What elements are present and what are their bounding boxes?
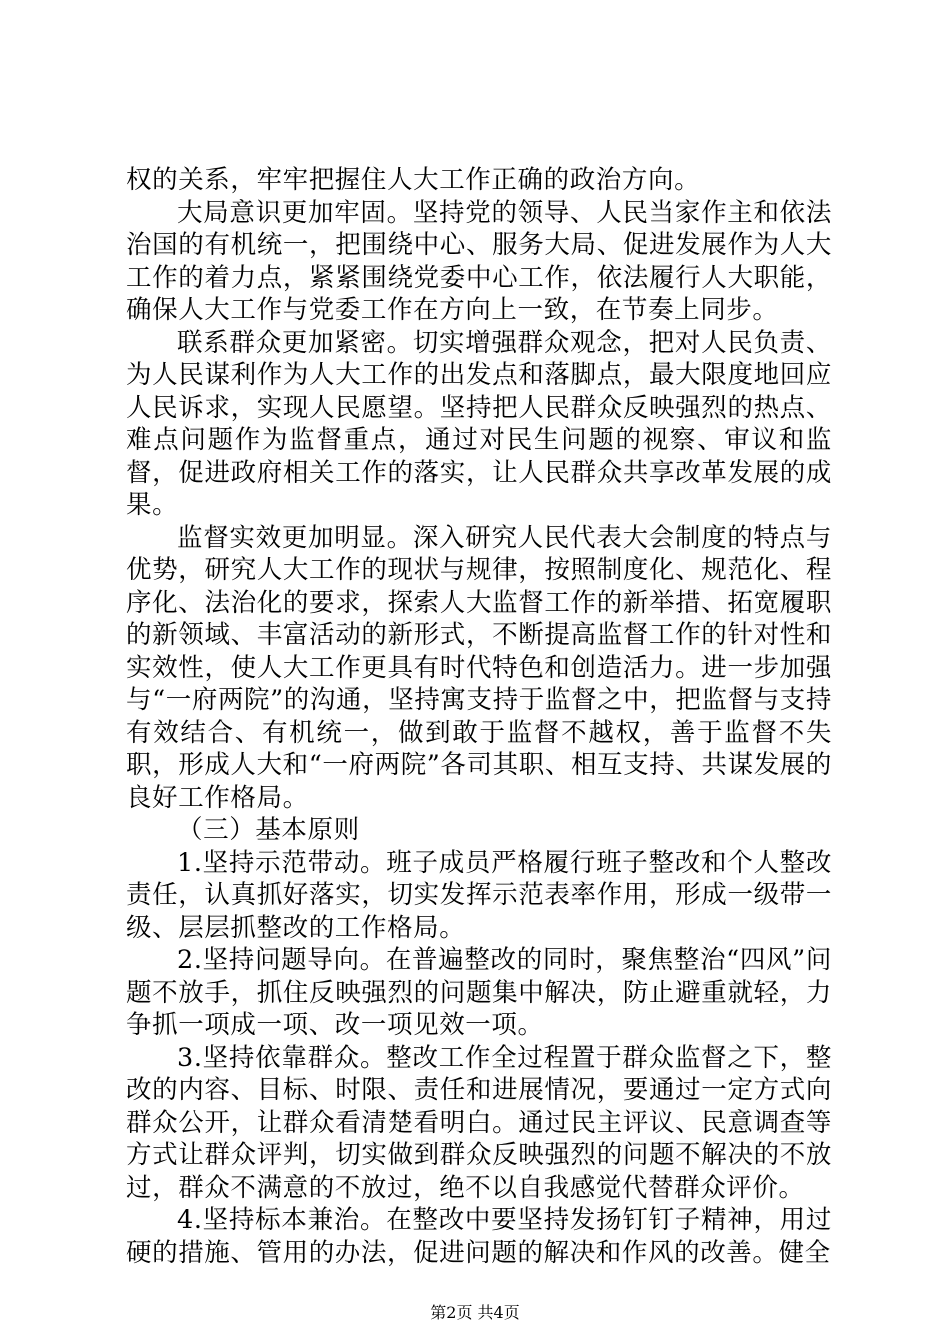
paragraph-overall-awareness: 大局意识更加牢固。坚持党的领导、人民当家作主和依法治国的有机统一，把围绕中心、服务大局、促进发展作为人大工作的着力点，紧紧围绕党委中心工作，依法履行人大职能，确保人大工作与党委工作在方向上一致，在节奏上同步。 — [126, 197, 832, 325]
paragraph-supervision-effect: 监督实效更加明显。深入研究人民代表大会制度的特点与优势，研究人大工作的现状与规律，按照制度化、规范化、程序化、法治化的要求，探索人大监督工作的新举措、拓宽履职的新领域、丰富活动的新形式，不断提高监督工作的针对性和实效性，使人大工作更具有时代特色和创造活力。进一步加强与“一府两院”的沟通，坚持寓支持于监督之中，把监督与支持有效结合、有机统一，做到敢于监督不越权，善于监督不失职，形成人大和“一府两院”各司其职、相互支持、共谋发展的良好工作格局。 — [126, 522, 832, 813]
principle-item-3: 3.坚持依靠群众。整改工作全过程置于群众监督之下，整改的内容、目标、时限、责任和进展情况，要通过一定方式向群众公开，让群众看清楚看明白。通过民主评议、民意调查等方式让群众评判，切实做到群众反映强烈的问题不解决的不放过，群众不满意的不放过，绝不以自我感觉代替群众评价。 — [126, 1042, 832, 1203]
document-body — [126, 164, 832, 1269]
paragraph-continuation: 权的关系，牢牢把握住人大工作正确的政治方向。 — [126, 165, 701, 195]
page-number-footer: 第2页 共4页 — [430, 1303, 520, 1322]
principle-item-2: 2.坚持问题导向。在普遍整改的同时，聚焦整治“四风”问题不放手，抓住反映强烈的问题集中解决，防止避重就轻，力争抓一项成一项、改一项见效一项。 — [126, 945, 832, 1040]
principle-item-1: 1.坚持示范带动。班子成员严格履行班子整改和个人整改责任，认真抓好落实，切实发挥示范表率作用，形成一级带一级、层层抓整改的工作格局。 — [126, 847, 832, 943]
principle-item-4: 4.坚持标本兼治。在整改中要坚持发扬钉钉子精神，用过硬的措施、管用的办法，促进问题的解决和作风的改善。健全 — [126, 1205, 832, 1268]
section-heading-basic-principles: （三）基本原则 — [177, 815, 360, 845]
paragraph-mass-connection: 联系群众更加紧密。切实增强群众观念，把对人民负责、为人民谋利作为人大工作的出发点和落脚点，最大限度地回应人民诉求，实现人民愿望。坚持把人民群众反映强烈的热点、难点问题作为监督重点，通过对民生问题的视察、审议和监督，促进政府相关工作的落实，让人民群众共享改革发展的成果。 — [126, 327, 832, 520]
